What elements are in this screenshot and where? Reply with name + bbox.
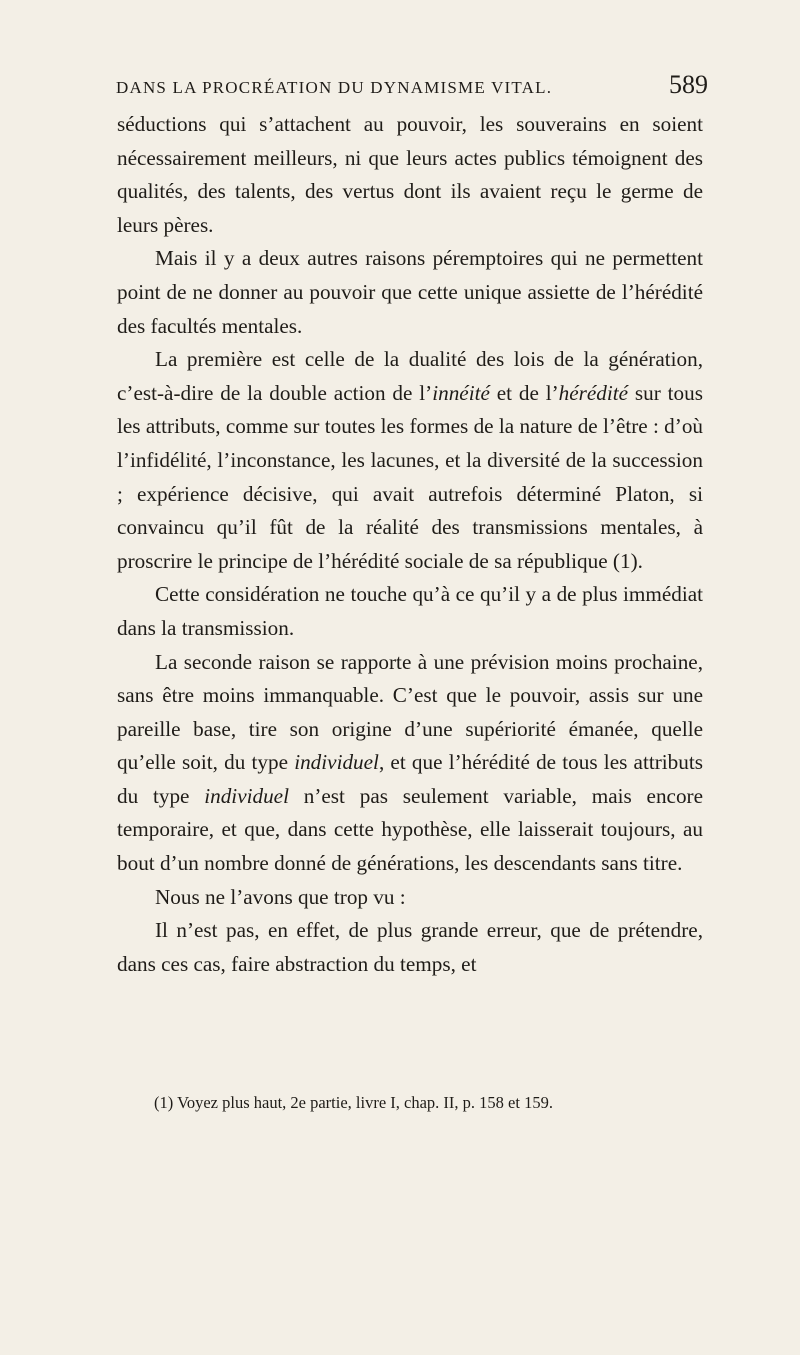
running-head	[116, 70, 708, 104]
italic-term: innéité	[432, 380, 490, 405]
paragraph	[117, 914, 703, 981]
text-segment: séductions qui s’attachent au pouvoir, les souverains en soient nécessairement meilleurs, ni que leurs actes publics témoignent des qualités, des talents, des vertus dont ils avaient reçu le germe de leurs pères.	[117, 112, 703, 237]
text-segment: , et que l’hérédité de tous les attributs du type	[117, 750, 703, 808]
text-segment: Nous ne l’avons que trop vu :	[155, 884, 406, 909]
italic-term: individuel	[294, 750, 379, 775]
text-segment: Cette considération ne touche qu’à ce qu’il y a de plus immédiat dans la transmission.	[117, 582, 703, 640]
paragraph	[117, 343, 703, 578]
text-segment: Il n’est pas, en effet, de plus grande erreur, que de prétendre, dans ces cas, faire abstraction du temps, et	[117, 918, 703, 976]
paragraph	[117, 646, 703, 881]
body-text	[117, 108, 703, 981]
paragraph	[117, 108, 703, 242]
text-segment: sur tous les attributs, comme sur toutes les formes de la nature de l’être : d’où l’infidélité, l’inconstance, les lacunes, et la diversité de la succession ; expérience décisive, qui avait autrefois déterminé Platon, si convaincu qu’il fût de la réalité des transmissions mentales, à proscrire le principe de l’hérédité sociale de sa république (1).	[117, 380, 704, 573]
text-segment: La première est celle de la dualité des lois de la génération, c’est-à-dire de la double action de l’	[117, 347, 703, 405]
italic-term: hérédité	[558, 380, 629, 405]
page-number: 589	[669, 70, 708, 99]
paragraph	[117, 578, 703, 645]
text-segment: et de l’	[489, 380, 559, 405]
footnote: (1) Voyez plus haut, 2e partie, livre I, chap. II, p. 158 et 159.	[154, 1093, 553, 1112]
running-title: DANS LA PROCRÉATION DU DYNAMISME VITAL.	[116, 78, 553, 97]
text-segment: n’est pas seulement variable, mais encore temporaire, et que, dans cette hypothèse, elle laisserait toujours, au bout d’un nombre donné de générations, les descendants sans titre.	[117, 783, 703, 876]
text-segment: Mais il y a deux autres raisons péremptoires qui ne permettent point de ne donner au pouvoir que cette unique assiette de l’hérédité des facultés mentales.	[117, 246, 703, 338]
text-segment: La seconde raison se rapporte à une prévision moins prochaine, sans être moins immanquable. C’est que le pouvoir, assis sur une pareille base, tire son origine d’une supériorité émanée, quelle qu’elle soit, du type	[117, 649, 703, 775]
italic-term: individuel	[204, 783, 289, 808]
paragraph	[117, 881, 703, 915]
paragraph	[117, 242, 703, 343]
